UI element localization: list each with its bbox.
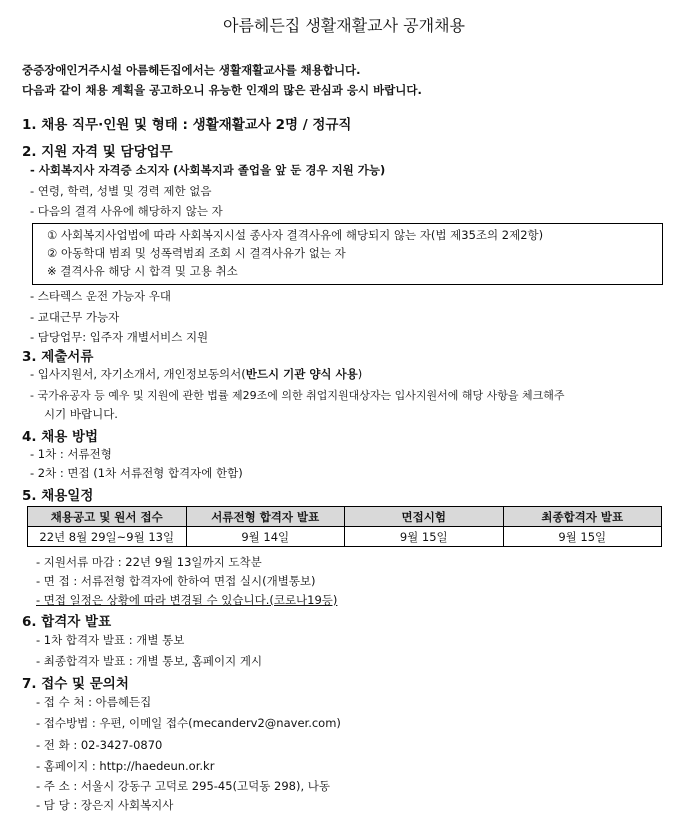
schedule-header-row: [28, 507, 662, 527]
contact-item: - 접 수 처 : 아름헤든집: [36, 695, 152, 709]
schedule-cell: 9월 14일: [186, 527, 345, 547]
contact-address: - 주 소 : 서울시 강동구 고덕로 295-45(고덕동 298), 나동: [36, 779, 330, 793]
duty-item: - 담당업무: 입주자 개별서비스 지원: [30, 330, 209, 344]
section-4-heading: 4. 채용 방법: [22, 429, 99, 445]
contact-phone: - 전 화 : 02-3427-0870: [36, 738, 163, 752]
contact-item: - 접수방법 : 우편, 이메일 접수(mecanderv2@naver.com): [36, 716, 341, 730]
method-item: - 1차 : 서류전형: [30, 447, 112, 461]
qualification-item: - 스타렉스 운전 가능자 우대: [30, 289, 171, 303]
announcement-item: - 1차 합격자 발표 : 개별 통보: [36, 633, 185, 647]
schedule-note: - 면 접 : 서류전형 합격자에 한하여 면접 실시(개별통보): [36, 574, 316, 588]
document-item: [30, 366, 362, 382]
page-title: 아름헤든집 생활재활교사 공개채용: [222, 16, 465, 35]
intro-line-2: 다음과 같이 채용 계획을 공고하오니 유능한 인재의 많은 관심과 응시 바랍니다.: [22, 83, 422, 97]
disqualification-line: ① 사회복지사업법에 따라 사회복지시설 종사자 결격사유에 해당되지 않는 자(법 제35조의 2제2항): [47, 228, 544, 242]
document-item-close: ): [357, 367, 363, 381]
section-5-heading: 5. 채용일정: [22, 488, 94, 504]
announcement-item: - 최종합격자 발표 : 개별 통보, 홈페이지 게시: [36, 654, 263, 668]
schedule-row: [28, 527, 662, 547]
qualification-item: - 연령, 학력, 성별 및 경력 제한 없음: [30, 184, 212, 198]
section-7-heading: 7. 접수 및 문의처: [22, 676, 129, 692]
schedule-header-cell: 채용공고 및 원서 접수: [28, 507, 187, 527]
document-item-emphasis: 반드시 기관 양식 사용: [245, 367, 358, 381]
section-3-heading: 3. 제출서류: [22, 349, 94, 365]
disqualification-box: [32, 223, 663, 285]
document-item-continued: 시기 바랍니다.: [44, 407, 118, 421]
schedule-cell: 9월 15일: [345, 527, 504, 547]
disqualification-line: ② 아동학대 범죄 및 성폭력범죄 조회 시 결격사유가 없는 자: [47, 246, 346, 260]
document-item-text: - 입사지원서, 자기소개서, 개인정보동의서(: [30, 367, 246, 381]
schedule-table: [27, 506, 662, 547]
schedule-note: - 지원서류 마감 : 22년 9월 13일까지 도착분: [36, 555, 262, 569]
schedule-header-cell: 최종합격자 발표: [503, 507, 662, 527]
qualification-item: - 다음의 결격 사유에 해당하지 않는 자: [30, 204, 223, 218]
qualification-item: - 교대근무 가능자: [30, 310, 120, 324]
schedule-note: - 면접 일정은 상황에 따라 변경될 수 있습니다.(코로나19등): [36, 593, 338, 607]
section-1-heading: 1. 채용 직무·인원 및 형태 : 생활재활교사 2명 / 정규직: [22, 117, 352, 133]
document-item: - 국가유공자 등 예우 및 지원에 관한 법률 제29조에 의한 취업지원대상자는 입사지원서에 해당 사항을 체크해주: [30, 389, 565, 402]
intro-line-1: 중증장애인거주시설 아름헤든집에서는 생활재활교사를 채용합니다.: [22, 63, 361, 77]
disqualification-line: ※ 결격사유 해당 시 합격 및 고용 취소: [47, 264, 238, 278]
schedule-header-cell: 서류전형 합격자 발표: [186, 507, 345, 527]
section-6-heading: 6. 합격자 발표: [22, 614, 112, 630]
qualification-item: - 사회복지사 자격증 소지자 (사회복지과 졸업을 앞 둔 경우 지원 가능): [30, 163, 386, 177]
contact-homepage: - 홈페이지 : http://haedeun.or.kr: [36, 759, 215, 773]
contact-person: - 담 당 : 장은지 사회복지사: [36, 798, 174, 812]
schedule-cell: 9월 15일: [503, 527, 662, 547]
schedule-cell: 22년 8월 29일~9월 13일: [28, 527, 187, 547]
method-item: - 2차 : 면접 (1차 서류전형 합격자에 한함): [30, 466, 243, 480]
section-2-heading: 2. 지원 자격 및 담당업무: [22, 144, 173, 160]
schedule-header-cell: 면접시험: [345, 507, 504, 527]
